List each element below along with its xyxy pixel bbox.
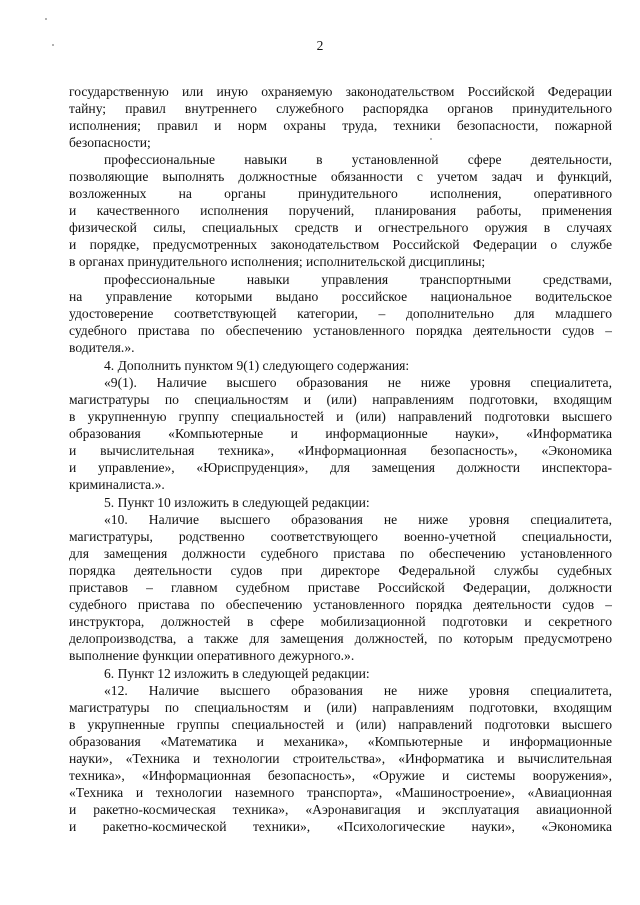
clause-heading: 5. Пункт 10 изложить в следующей редакции: <box>104 495 370 510</box>
text-line: «Техника и технологии наземного транспорта», «Машиностроение», «Авиационная <box>69 785 612 800</box>
text-line: для замещения должности судебного пристава по обеспечению установленного <box>69 546 612 561</box>
text-line: физической силы, специальных средств и огнестрельного оружия в случаях <box>69 220 612 235</box>
text-line: водителя.». <box>69 340 135 355</box>
text-line: в органах принудительного исполнения; исполнительской дисциплины; <box>69 254 486 269</box>
text-line: образования «Математика и механика», «Компьютерные и информационные <box>69 734 612 749</box>
scan-speck <box>430 138 432 140</box>
text-line: и ракетно-космическая техника», «Аэронавигация и эксплуатация авиационной <box>69 802 612 817</box>
text-line: выполнение функции оперативного дежурного.». <box>69 648 355 663</box>
text-line: и качественного исполнения поручений, планирования работы, применения <box>69 203 612 218</box>
clause-heading: 4. Дополнить пунктом 9(1) следующего содержания: <box>104 358 410 373</box>
text-line <box>69 835 612 852</box>
text-line: и вычислительная техника», «Информационная безопасность», «Экономика <box>69 443 612 458</box>
text-line: на управление которыми выдано российское национальное водительское <box>69 289 612 304</box>
paragraph-first-line: «9(1). Наличие высшего образования не ниже уровня специалитета, <box>104 375 612 390</box>
text-line: удостоверение соответствующей категории, – дополнительно для младшего <box>69 306 612 321</box>
text-line: в укрупненные группы специальностей и (или) направлений подготовки высшего <box>69 717 612 732</box>
text-line: магистратуры, родственно соответствующего военно-учетной специальности, <box>69 529 612 544</box>
text-line: позволяющие выполнять должностные обязанности с учетом задач и функций, <box>69 169 612 184</box>
text-line: безопасности; <box>69 135 151 150</box>
clause-heading: 6. Пункт 12 изложить в следующей редакции: <box>104 666 370 681</box>
text-line: государственную или иную охраняемую законодательством Российской Федерации <box>69 84 612 99</box>
text-line: образования «Компьютерные и информационные науки», «Информатика <box>69 426 612 441</box>
paragraph-first-line: «12. Наличие высшего образования не ниже уровня специалитета, <box>104 683 612 698</box>
text-line: судебного пристава по обеспечению установленного порядка деятельности судов – <box>69 597 612 612</box>
text-line: и управление», «Юриспруденция», для замещения должности инспектора- <box>69 460 612 475</box>
paragraph-first-line: профессиональные навыки в установленной сфере деятельности, <box>104 152 612 167</box>
paragraph-first-line: профессиональные навыки управления транспортными средствами, <box>104 272 612 287</box>
scan-speck <box>52 44 54 46</box>
text-line: науки», «Техника и технологии строительства», «Информатика и вычислительная <box>69 751 612 766</box>
text-line: в укрупненную группу специальностей и (или) направлений подготовки высшего <box>69 409 612 424</box>
text-line: приставов – главном судебном приставе Российской Федерации, должности <box>69 580 612 595</box>
text-line: возложенных на органы принудительного исполнения, оперативного <box>69 186 612 201</box>
text-line: делопроизводства, а также для замещения должностей, по которым предусмотрено <box>69 631 612 646</box>
text-line: и порядке, предусмотренных законодательством Российской Федерации о службе <box>69 237 612 252</box>
text-line: тайну; правил внутреннего служебного распорядка органов принудительного <box>69 101 612 116</box>
text-line: криминалиста.». <box>69 477 165 492</box>
text-line: судебного пристава по обеспечению установленного порядка деятельности судов – <box>69 323 612 338</box>
text-line: порядка деятельности судов при директоре Федеральной службы судебных <box>69 563 612 578</box>
text-line: магистратуры по специальностям и (или) направлениям подготовки, входящим <box>69 392 612 407</box>
text-line: магистратуры по специальностям и (или) направлениям подготовки, входящим <box>69 700 612 715</box>
page-number: 2 <box>316 38 324 53</box>
text-line: исполнения; правил и норм охраны труда, техники безопасности, пожарной <box>69 118 612 133</box>
text-line: инструктора, должностей в сфере мобилизационной подготовки и секретного <box>69 614 612 629</box>
scan-speck <box>45 18 47 20</box>
text-line: техника», «Информационная безопасность», «Оружие и системы вооружения», <box>69 768 612 783</box>
paragraph-first-line: «10. Наличие высшего образования не ниже уровня специалитета, <box>104 512 612 527</box>
text-line: и ракетно-космической техники», «Психологические науки», «Экономика <box>69 819 612 834</box>
